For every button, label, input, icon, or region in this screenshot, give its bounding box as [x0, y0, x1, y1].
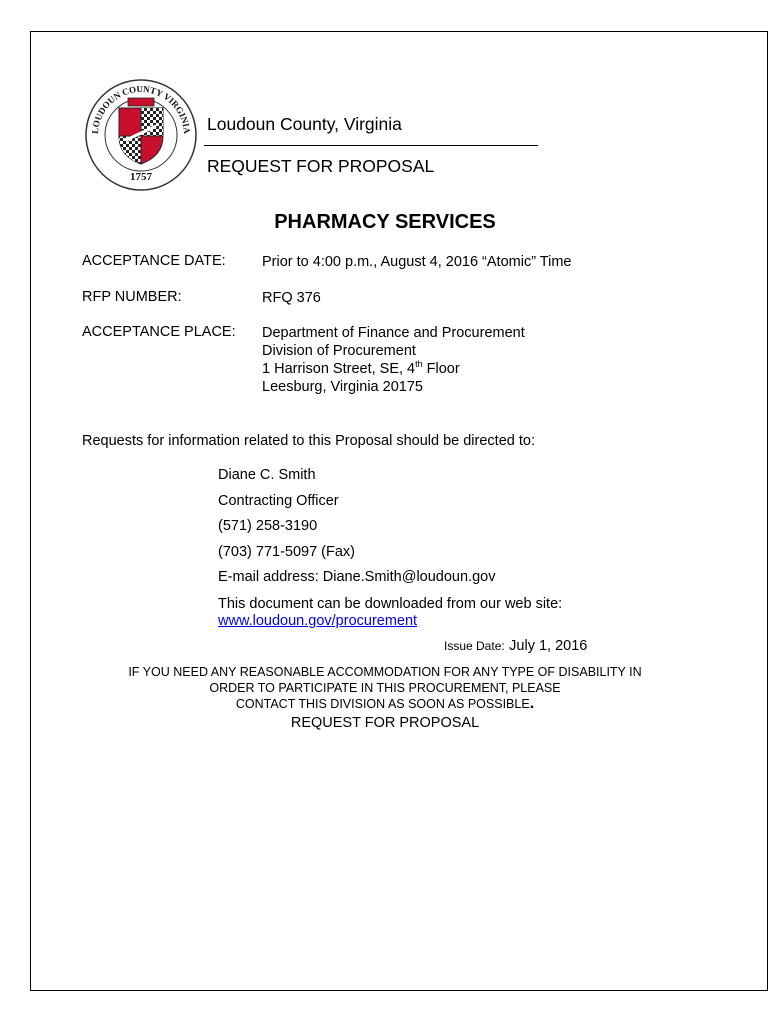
- issue-date: [444, 637, 587, 655]
- acceptance-place-address: [262, 324, 525, 396]
- accommodation-notice: IF YOU NEED ANY REASONABLE ACCOMMODATION FOR ANY TYPE OF DISABILITY IN ORDER TO PARTICIPATE IN THIS PROCUREMENT, PLEASE CONTACT THIS DIVISION AS SOON AS POSSIBLE.: [128, 665, 642, 712]
- address-line: Leesburg, Virginia 20175: [262, 379, 423, 395]
- svg-text:LOUDOUN COUNTY VIRGINIA: LOUDOUN COUNTY VIRGINIA: [89, 83, 193, 135]
- issue-date-label: Issue Date:: [444, 639, 505, 653]
- svg-text:1757: 1757: [130, 171, 152, 183]
- issue-date-value: July 1, 2016: [509, 638, 588, 654]
- header-divider: [204, 145, 538, 146]
- acceptance-date-label: ACCEPTANCE DATE:: [82, 253, 226, 269]
- address-line: Department of Finance and Procurement: [262, 325, 525, 341]
- address-line: Division of Procurement: [262, 343, 416, 359]
- address-line: 1 Harrison Street, SE, 4th Floor: [262, 359, 460, 377]
- procurement-website-link[interactable]: www.loudoun.gov/procurement: [218, 613, 418, 629]
- contact-name: Diane C. Smith: [218, 467, 316, 483]
- rfp-number-label: RFP NUMBER:: [82, 289, 182, 305]
- county-seal-logo: [84, 78, 198, 192]
- footer-heading: REQUEST FOR PROPOSAL: [290, 715, 480, 731]
- acceptance-place-label: ACCEPTANCE PLACE:: [82, 324, 236, 340]
- contact-phone: (571) 258-3190: [218, 518, 318, 534]
- contact-title: Contracting Officer: [218, 493, 339, 509]
- contact-email: E-mail address: Diane.Smith@loudoun.gov: [218, 569, 496, 585]
- requests-instruction: Requests for information related to this Proposal should be directed to:: [82, 433, 535, 449]
- acceptance-date-value: Prior to 4:00 p.m., August 4, 2016 “Atomic” Time: [262, 254, 572, 270]
- contact-fax: (703) 771-5097 (Fax): [218, 544, 356, 560]
- county-name: Loudoun County, Virginia: [207, 114, 402, 134]
- download-note: This document can be downloaded from our web site:: [218, 596, 563, 612]
- document-type-heading: REQUEST FOR PROPOSAL: [207, 156, 435, 176]
- document-title: PHARMACY SERVICES: [274, 211, 496, 233]
- rfp-number-value: RFQ 376: [262, 290, 321, 306]
